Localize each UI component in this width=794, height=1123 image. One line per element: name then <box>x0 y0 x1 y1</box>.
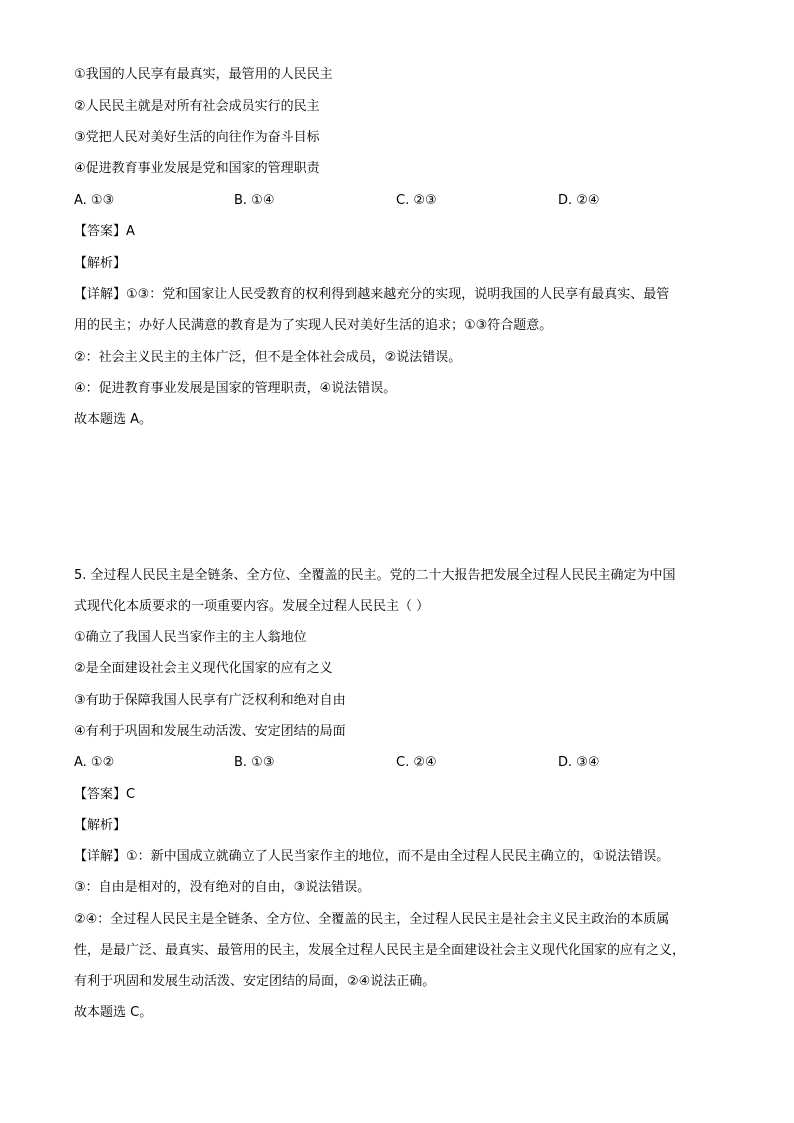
q4-statement-2: ②人民民主就是对所有社会成员实行的民主 <box>74 99 320 114</box>
q4-statement-3: ③党把人民对美好生活的向往作为奋斗目标 <box>74 130 320 145</box>
q4-option-b: B. ①④ <box>234 193 275 208</box>
q4-answer: 【答案】A <box>74 224 135 239</box>
q4-statement-1: ①我国的人民享有最真实，最管用的人民民主 <box>74 67 333 82</box>
q5-options <box>74 754 734 772</box>
q5-option-b: B. ①③ <box>234 755 275 770</box>
q5-detail-line-5: 有利于巩固和发展生动活泼、安定团结的局面，②④说法正确。 <box>74 974 436 989</box>
q4-analysis-label: 【解析】 <box>74 256 127 271</box>
q5-detail-line-1: 【详解】①：新中国成立就确立了人民当家作主的地位，而不是由全过程人民民主确立的，①说法错误。 <box>74 849 670 864</box>
q5-conclusion: 故本题选 C。 <box>74 1005 153 1020</box>
q5-option-a: A. ①② <box>74 755 115 770</box>
q5-answer: 【答案】C <box>74 787 136 802</box>
q4-options <box>74 192 734 210</box>
q4-detail-line-3: ②：社会主义民主的主体广泛，但不是全体社会成员，②说法错误。 <box>74 350 462 365</box>
q5-statement-2: ②是全面建设社会主义现代化国家的应有之义 <box>74 661 333 676</box>
q4-detail-line-1: 【详解】①③：党和国家让人民受教育的权利得到越来越充分的实现，说明我国的人民享有最真实、最管 <box>74 287 670 302</box>
q5-option-c: C. ②④ <box>396 755 437 770</box>
q5-statement-4: ④有利于巩固和发展生动活泼、安定团结的局面 <box>74 724 346 739</box>
q5-detail-line-2: ③：自由是相对的，没有绝对的自由，③说法错误。 <box>74 880 371 895</box>
q4-option-c: C. ②③ <box>396 193 437 208</box>
q4-detail-line-4: ④：促进教育事业发展是国家的管理职责，④说法错误。 <box>74 381 397 396</box>
q5-statement-1: ①确立了我国人民当家作主的主人翁地位 <box>74 630 307 645</box>
q5-stem-line-1: 5. 全过程人民民主是全链条、全方位、全覆盖的民主。党的二十大报告把发展全过程人民民主确定为中国 <box>74 568 676 583</box>
q5-detail-line-3: ②④：全过程人民民主是全链条、全方位、全覆盖的民主，全过程人民民主是社会主义民主政治的本质属 <box>74 912 670 927</box>
q5-detail-line-4: 性，是最广泛、最真实、最管用的民主，发展全过程人民民主是全面建设社会主义现代化国家的应有之义， <box>74 943 686 958</box>
q5-option-d: D. ③④ <box>558 755 600 770</box>
q4-detail-line-2: 用的民主；办好人民满意的教育是为了实现人民对美好生活的追求；①③符合题意。 <box>74 318 553 333</box>
q5-analysis-label: 【解析】 <box>74 818 127 833</box>
q5-statement-3: ③有助于保障我国人民享有广泛权利和绝对自由 <box>74 693 346 708</box>
q5-stem-line-2: 式现代化本质要求的一项重要内容。发展全过程人民民主（ ） <box>74 599 430 614</box>
q4-statement-4: ④促进教育事业发展是党和国家的管理职责 <box>74 161 320 176</box>
q4-option-d: D. ②④ <box>558 193 600 208</box>
q4-conclusion: 故本题选 A。 <box>74 412 153 427</box>
q4-option-a: A. ①③ <box>74 193 115 208</box>
